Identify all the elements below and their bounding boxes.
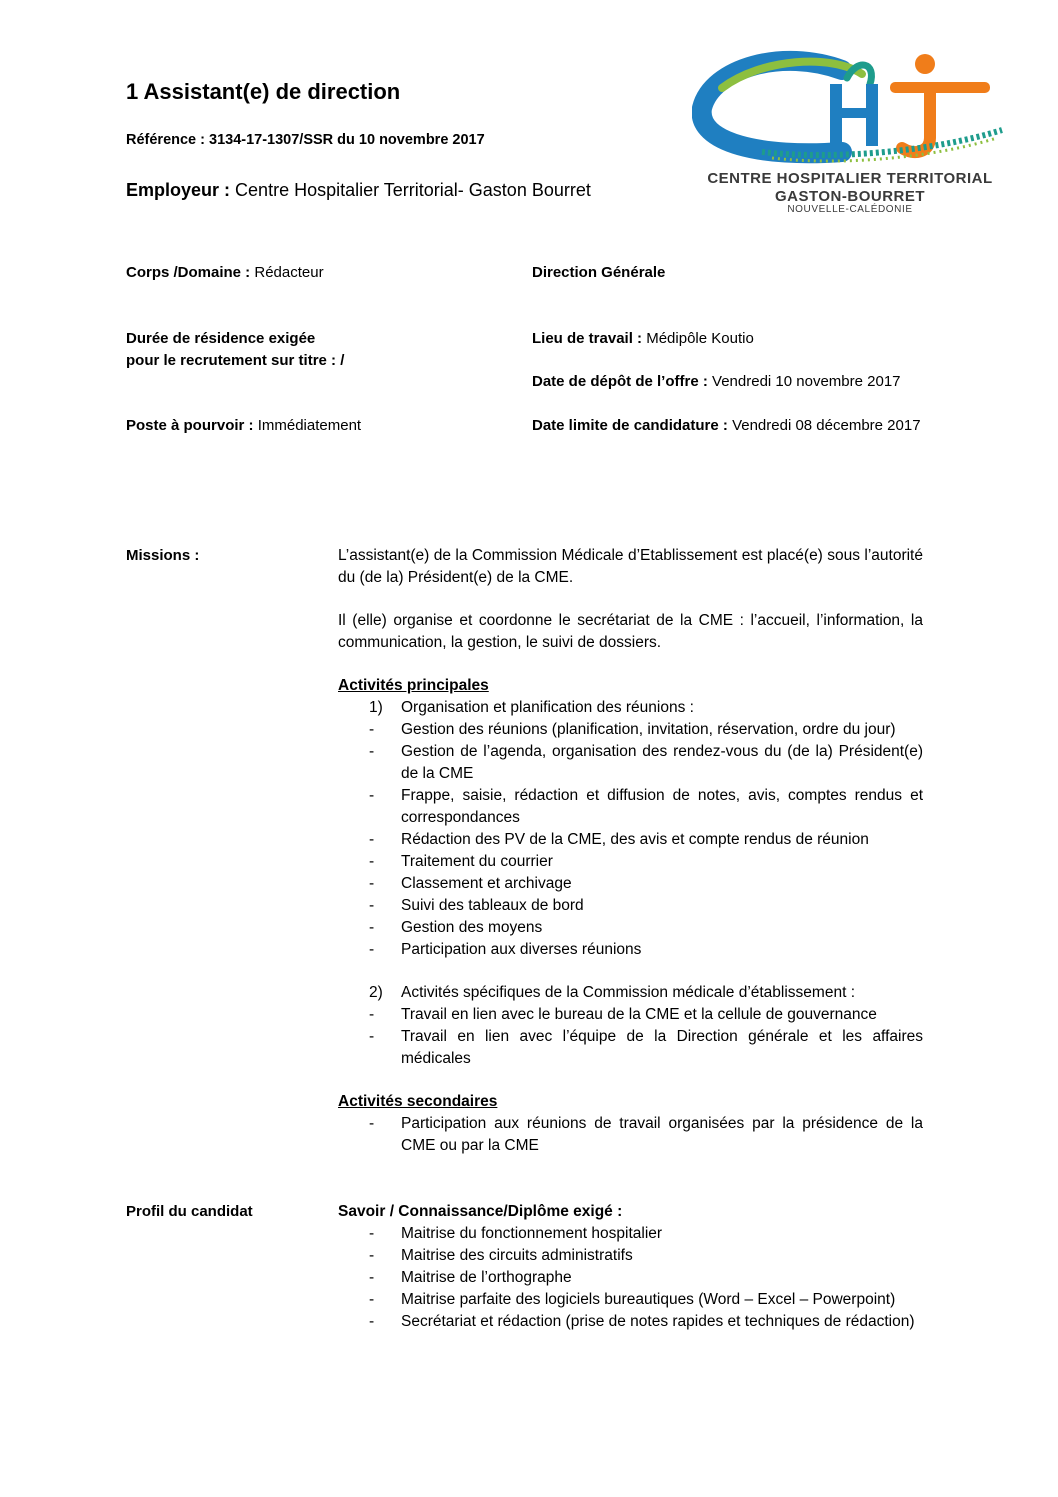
depot-value: Vendredi 10 novembre 2017 [712, 373, 901, 390]
missions-paragraph-1: L’assistant(e) de la Commission Médicale d’Etablissement est placé(e) sous l’autorité du (de la) Président(e) de la CME. [338, 547, 923, 586]
list-item: - Rédaction des PV de la CME, des avis et compte rendus de réunion [338, 829, 923, 851]
lieu-label: Lieu de travail : [532, 330, 643, 347]
item-2-list [338, 1004, 923, 1070]
corps-domaine [126, 262, 324, 284]
logo-line-3: NOUVELLE-CALÉDONIE [787, 204, 913, 215]
poste-label: Poste à pourvoir : [126, 417, 254, 434]
limite-label: Date limite de candidature : [532, 417, 728, 434]
profil-content [338, 1201, 923, 1333]
item-2-title: Activités spécifiques de la Commission médicale d’établissement : [401, 984, 856, 1001]
duree-line-2: pour le recrutement sur titre : / [126, 352, 345, 369]
reference: Référence : 3134-17-1307/SSR du 10 novembre 2017 [126, 132, 485, 148]
numbered-item-1 [338, 697, 923, 719]
list-item: - Frappe, saisie, rédaction et diffusion de notes, avis, comptes rendus et correspondances [338, 785, 923, 829]
item-1-number: 1) [369, 699, 383, 716]
date-depot [532, 371, 901, 393]
poste-value: Immédiatement [257, 417, 362, 434]
depot-label: Date de dépôt de l’offre : [532, 373, 708, 390]
employer-label: Employeur : [126, 180, 231, 200]
list-item: - Classement et archivage [338, 873, 923, 895]
list-item: - Travail en lien avec l’équipe de la Direction générale et les affaires médicales [338, 1026, 923, 1070]
item-1-list [338, 719, 923, 961]
duree-line-1: Durée de résidence exigée [126, 330, 316, 347]
list-item: - Secrétariat et rédaction (prise de notes rapides et techniques de rédaction) [338, 1311, 923, 1333]
corps-label: Corps /Domaine : [126, 264, 251, 281]
list-item: - Participation aux réunions de travail organisées par la présidence de la CME ou par la CME [338, 1113, 923, 1157]
list-item: - Maitrise de l’orthographe [338, 1267, 923, 1289]
logo-line-1: CENTRE HOSPITALIER TERRITORIAL [707, 170, 993, 187]
savoir-heading: Savoir / Connaissance/Diplôme exigé : [338, 1203, 623, 1220]
list-item: - Maitrise des circuits administratifs [338, 1245, 923, 1267]
employer-value: Centre Hospitalier Territorial- Gaston Bourret [235, 180, 591, 200]
date-limite [532, 415, 921, 437]
lieu-travail [532, 328, 754, 350]
direction: Direction Générale [532, 264, 666, 281]
logo-graphic [692, 48, 1008, 168]
principales-heading: Activités principales [338, 677, 489, 694]
list-item: - Suivi des tableaux de bord [338, 895, 923, 917]
hospital-logo [692, 48, 1008, 218]
item-2-number: 2) [369, 984, 383, 1001]
corps-value: Rédacteur [254, 264, 324, 281]
logo-line-2: GASTON-BOURRET [774, 188, 926, 205]
limite-value: Vendredi 08 décembre 2017 [732, 417, 921, 434]
profil-label: Profil du candidat [126, 1203, 253, 1220]
list-item: - Travail en lien avec le bureau de la CME et la cellule de gouvernance [338, 1004, 923, 1026]
item-1-title: Organisation et planification des réunions : [401, 699, 694, 716]
employer [126, 178, 591, 202]
missions-content [338, 545, 923, 1157]
secondaires-heading: Activités secondaires [338, 1093, 498, 1110]
list-item: - Maitrise du fonctionnement hospitalier [338, 1223, 923, 1245]
lieu-value: Médipôle Koutio [646, 330, 754, 347]
list-item: - Gestion des réunions (planification, invitation, réservation, ordre du jour) [338, 719, 923, 741]
list-item: - Traitement du courrier [338, 851, 923, 873]
page-title: 1 Assistant(e) de direction [126, 79, 401, 104]
list-item: - Gestion de l’agenda, organisation des rendez-vous du (de la) Président(e) de la CME [338, 741, 923, 785]
secondaires-list [338, 1113, 923, 1157]
missions-label: Missions : [126, 547, 200, 564]
list-item: - Gestion des moyens [338, 917, 923, 939]
missions-paragraph-2: Il (elle) organise et coordonne le secrétariat de la CME : l’accueil, l’information, la communication, la gestion, le suivi de dossiers. [338, 612, 923, 651]
list-item: - Maitrise parfaite des logiciels bureautiques (Word – Excel – Powerpoint) [338, 1289, 923, 1311]
savoir-list [338, 1223, 923, 1333]
numbered-item-2 [338, 982, 923, 1004]
list-item: - Participation aux diverses réunions [338, 939, 923, 961]
poste-pourvoir [126, 415, 361, 437]
